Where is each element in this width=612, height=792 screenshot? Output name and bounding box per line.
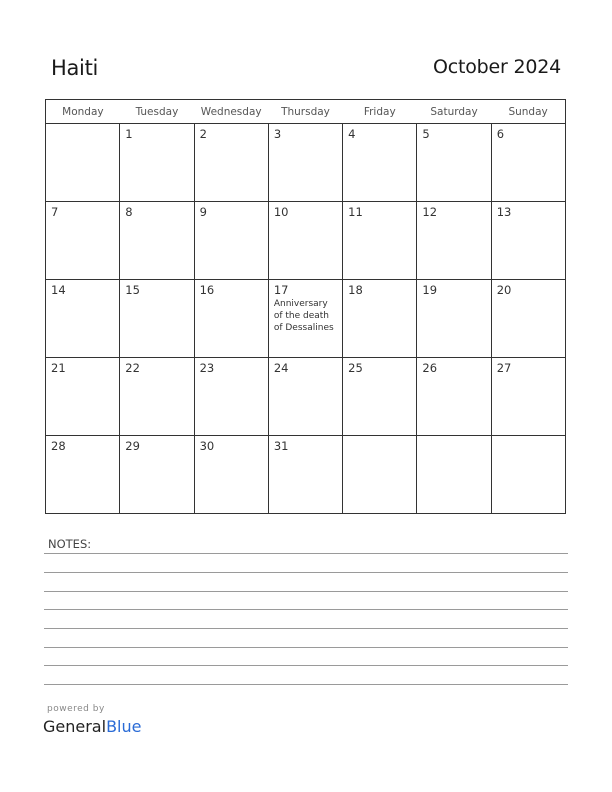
- day-number: 12: [422, 205, 438, 219]
- logo-text-general: General: [43, 717, 107, 736]
- day-number: 21: [51, 361, 66, 375]
- logo-text-blue: Blue: [106, 717, 142, 736]
- week-row: [46, 124, 566, 202]
- day-cell: [343, 202, 417, 280]
- day-number: 11: [348, 205, 363, 219]
- day-number: 9: [199, 205, 207, 219]
- day-cell: [491, 280, 565, 358]
- note-line: [44, 647, 568, 648]
- note-line: [44, 591, 568, 592]
- day-number: 14: [51, 283, 66, 297]
- day-cell: [491, 202, 565, 280]
- day-number: 26: [422, 361, 438, 375]
- holiday-label: Anniversary of the death of Dessalines: [273, 299, 334, 333]
- day-cell: [120, 358, 194, 436]
- generalblue-logo: [43, 717, 141, 736]
- day-cell: [194, 280, 268, 358]
- weekday-header: Friday: [343, 100, 417, 124]
- note-line: [44, 572, 568, 573]
- week-row: [46, 280, 566, 358]
- note-line: [44, 628, 568, 629]
- weekday-header: Saturday: [417, 100, 491, 124]
- day-number: 1: [125, 127, 133, 141]
- day-cell: [46, 436, 120, 514]
- weekday-header-row: [46, 100, 566, 124]
- day-number: 10: [273, 205, 289, 219]
- day-cell: [194, 202, 268, 280]
- day-number: 23: [199, 361, 215, 375]
- country-title: Haiti: [51, 56, 99, 80]
- day-cell: [268, 358, 342, 436]
- day-number: 30: [199, 439, 215, 453]
- day-number: 27: [496, 361, 512, 375]
- day-number: 15: [125, 283, 140, 297]
- day-cell: [46, 280, 120, 358]
- day-cell: [417, 124, 491, 202]
- day-cell: [268, 280, 342, 358]
- day-cell: [120, 202, 194, 280]
- powered-by-text: powered by: [47, 704, 105, 714]
- weekday-header: Sunday: [491, 100, 565, 124]
- day-cell: [268, 124, 342, 202]
- day-cell: [268, 436, 342, 514]
- note-line: [44, 609, 568, 610]
- notes-label: NOTES:: [48, 537, 92, 551]
- day-cell: [343, 358, 417, 436]
- empty-day-cell: [46, 124, 120, 202]
- calendar-grid: [45, 99, 566, 514]
- day-number: 31: [273, 439, 289, 453]
- day-cell: [120, 124, 194, 202]
- day-cell: [120, 436, 194, 514]
- day-cell: [194, 436, 268, 514]
- day-cell: [491, 358, 565, 436]
- month-title: October 2024: [432, 56, 561, 78]
- day-number: 6: [496, 127, 505, 141]
- day-cell: [343, 124, 417, 202]
- weekday-header: Monday: [46, 100, 120, 124]
- day-number: 29: [125, 439, 140, 453]
- day-number: 19: [422, 283, 438, 297]
- day-cell: [194, 124, 268, 202]
- week-row: [46, 436, 566, 514]
- day-number: 5: [422, 127, 430, 141]
- weekday-header: Tuesday: [120, 100, 194, 124]
- day-cell: [417, 358, 491, 436]
- day-cell: [491, 124, 565, 202]
- note-line: [44, 553, 568, 554]
- day-number: 8: [125, 205, 133, 219]
- weekday-header: Wednesday: [194, 100, 268, 124]
- day-number: 17: [273, 283, 289, 297]
- day-cell: [417, 202, 491, 280]
- day-cell: [120, 280, 194, 358]
- day-cell: [417, 280, 491, 358]
- day-number: 24: [273, 361, 289, 375]
- day-number: 25: [348, 361, 363, 375]
- weekday-header: Thursday: [268, 100, 342, 124]
- day-cell: [46, 202, 120, 280]
- day-number: 22: [125, 361, 140, 375]
- empty-day-cell: [417, 436, 491, 514]
- note-line: [44, 665, 568, 666]
- day-number: 28: [51, 439, 66, 453]
- day-cell: [268, 202, 342, 280]
- day-number: 7: [51, 205, 59, 219]
- day-number: 3: [273, 127, 282, 141]
- day-number: 16: [199, 283, 215, 297]
- day-cell: [343, 280, 417, 358]
- day-number: 18: [348, 283, 363, 297]
- week-row: [46, 358, 566, 436]
- empty-day-cell: [343, 436, 417, 514]
- day-number: 2: [199, 127, 207, 141]
- day-cell: [194, 358, 268, 436]
- week-row: [46, 202, 566, 280]
- day-cell: [46, 358, 120, 436]
- empty-day-cell: [491, 436, 565, 514]
- note-line: [44, 684, 568, 685]
- day-number: 13: [496, 205, 512, 219]
- day-number: 4: [348, 127, 356, 141]
- day-number: 20: [496, 283, 512, 297]
